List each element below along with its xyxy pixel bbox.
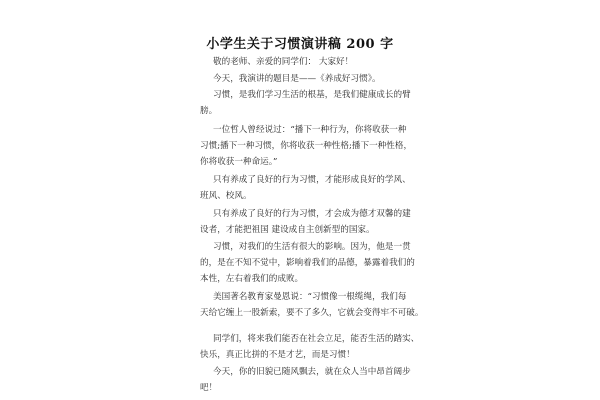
paragraph-line: 快乐，真正比拼的不是才艺，而是习惯！ bbox=[200, 350, 355, 360]
paragraph-line: 本性，左右着我们的成败。 bbox=[200, 274, 304, 284]
paragraph-line: 吧！ bbox=[200, 383, 218, 393]
paragraph-line: 的，是在不知不觉中，影响着我们的品德，暴露着我们的 bbox=[200, 258, 415, 268]
greeting-line: 敬的老师、亲爱的同学们： 大家好！ bbox=[213, 57, 354, 67]
page-title: 小学生关于习惯演讲稿 200 字 bbox=[206, 37, 394, 52]
paragraph-line: 只有养成了良好的行为习惯，才能形成良好的学风、 bbox=[213, 175, 411, 185]
paragraph-line: 你将收获一种命运。” bbox=[200, 157, 278, 167]
paragraph-line: 只有养成了良好的行为习惯，才会成为德才双馨的建 bbox=[213, 209, 411, 219]
paragraph-line: 今天，我演讲的题目是——《养成好习惯》。 bbox=[213, 74, 381, 84]
paragraph-line: 设者，才能把祖国 建设成自主创新型的国家。 bbox=[200, 225, 375, 235]
paragraph-line: 一位哲人曾经说过：“播下一种行为，你将收获一种 bbox=[213, 125, 407, 135]
paragraph-line: 班风、校风。 bbox=[200, 191, 252, 201]
paragraph-line: 同学们，将来我们能否在社会立足，能否生活的踏实、 bbox=[213, 334, 420, 344]
paragraph-line: 习惯;播下一种习惯，你将收获一种性格;播下一种性格， bbox=[200, 141, 413, 151]
paragraph-line: 习惯，对我们的生活有很大的影响。因为，他是一贯 bbox=[213, 242, 411, 252]
paragraph-line: 天给它缠上一股新索，要不了多久，它就会变得牢不可破。 bbox=[200, 308, 424, 318]
paragraph-line: 习惯，是我们学习生活的根基，是我们健康成长的臂 bbox=[213, 90, 411, 100]
paragraph-line: 膀。 bbox=[200, 106, 218, 116]
paragraph-line: 美国著名教育家曼恩说：“习惯像一根缆绳，我们每 bbox=[213, 292, 407, 302]
paragraph-line: 今天，你的旧貌已随风飘去，就在众人当中昂首阔步 bbox=[213, 367, 411, 377]
